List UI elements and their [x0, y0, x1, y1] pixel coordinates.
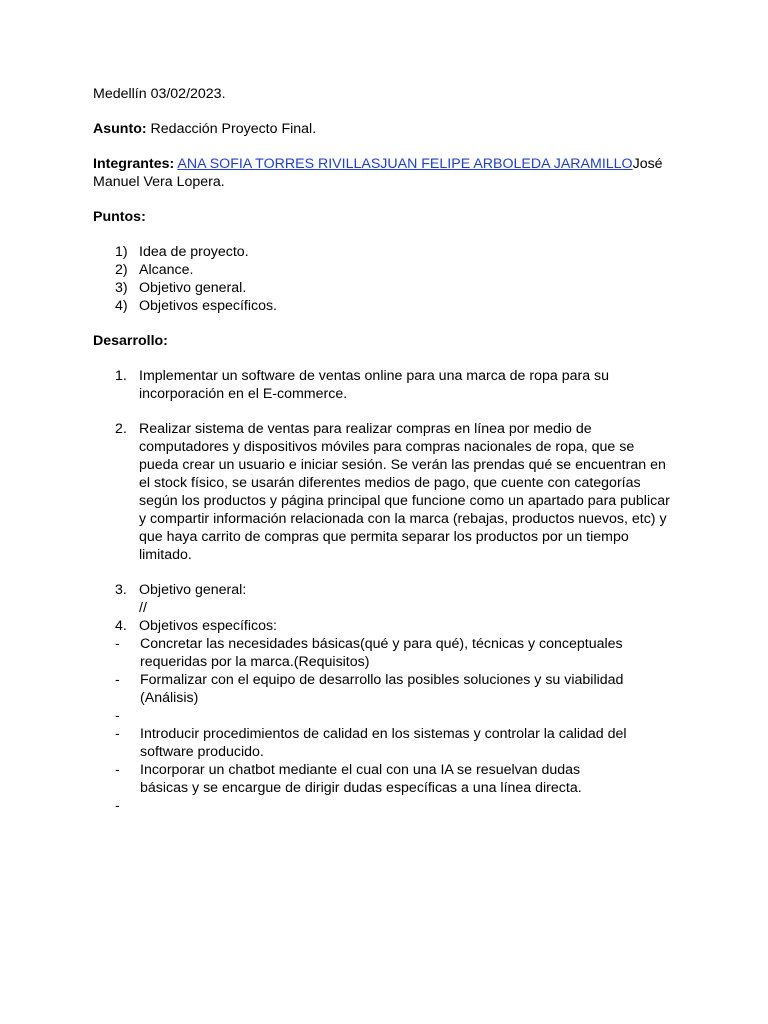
dash-marker: -	[115, 636, 120, 652]
list-number: 3.	[115, 582, 127, 598]
dash-marker: -	[115, 798, 120, 814]
text-line: y compartir información relacionada con la marca (rebajas, productos nuevos, etc) y	[139, 511, 667, 527]
list-item-text: Objetivos específicos.	[139, 298, 277, 314]
integrantes-label: Integrantes:	[93, 156, 175, 172]
text-line: Introducir procedimientos de calidad en los sistemas y controlar la calidad del	[140, 726, 627, 742]
text-line: pueda crear un usuario e iniciar sesión. Se verán las prendas qué se encuentran en	[139, 457, 666, 473]
list-number: 4)	[115, 298, 128, 314]
date-line: Medellín 03/02/2023.	[93, 86, 226, 102]
asunto-label: Asunto:	[93, 121, 147, 137]
list-item	[93, 243, 683, 261]
sublist-item	[93, 635, 683, 671]
text-line: Realizar sistema de ventas para realizar compras en línea por medio de	[139, 421, 592, 437]
list-item-text: Objetivo general.	[139, 280, 247, 296]
puntos-list	[93, 243, 683, 315]
sublist-item	[93, 797, 683, 815]
puntos-heading-text: Puntos:	[93, 209, 146, 225]
list-number: 2.	[115, 421, 127, 437]
list-item	[93, 367, 683, 403]
list-item	[93, 420, 683, 564]
desarrollo-heading	[93, 332, 683, 350]
list-item	[93, 581, 683, 617]
list-item	[93, 279, 683, 297]
sublist-item	[93, 707, 683, 725]
objetivos-sublist	[93, 635, 683, 815]
list-number: 2)	[115, 262, 128, 278]
text-line: //	[139, 600, 147, 616]
dash-marker: -	[115, 762, 120, 778]
text-line: Objetivos específicos:	[139, 618, 277, 634]
text-line: Objetivo general:	[139, 582, 247, 598]
asunto-value: Redacción Proyecto Final.	[150, 121, 317, 137]
text-line: computadores y dispositivos móviles para compras nacionales de ropa, que se	[139, 439, 635, 455]
text-line: incorporación en el E-commerce.	[139, 386, 348, 402]
sublist-item	[93, 761, 683, 797]
text-line: Implementar un software de ventas online para una marca de ropa para su	[139, 368, 610, 384]
text-line: limitado.	[139, 547, 192, 563]
text-line: según los productos y página principal que funcione como un apartado para publicar	[139, 493, 670, 509]
list-item	[93, 261, 683, 279]
list-number: 1)	[115, 244, 128, 260]
text-line: Formalizar con el equipo de desarrollo las posibles soluciones y su viabilidad	[140, 672, 624, 688]
list-item-text: Alcance.	[139, 262, 194, 278]
puntos-heading	[93, 208, 683, 226]
dash-marker: -	[115, 726, 120, 742]
list-number: 4.	[115, 618, 127, 634]
text-line: el stock físico, se usarán diferentes medios de pago, que cuente con categorías	[139, 475, 641, 491]
list-item	[93, 617, 683, 815]
list-item-text: Idea de proyecto.	[139, 244, 249, 260]
list-item	[93, 297, 683, 315]
integrantes-members-link[interactable]: ANA SOFIA TORRES RIVILLASJUAN FELIPE ARBOLEDA JARAMILLO	[177, 156, 633, 172]
text-line: básicas y se encargue de dirigir dudas específicas a una línea directa.	[140, 780, 582, 796]
integrantes-line	[93, 155, 683, 191]
list-number: 1.	[115, 368, 127, 384]
desarrollo-heading-text: Desarrollo:	[93, 333, 168, 349]
text-line: Concretar las necesidades básicas(qué y para qué), técnicas y conceptuales	[140, 636, 623, 652]
desarrollo-list	[93, 367, 683, 815]
text-line: requeridas por la marca.(Requisitos)	[140, 654, 370, 670]
text-line: que haya carrito de compras que permita separar los productos por un tiempo	[139, 529, 629, 545]
text-line: (Análisis)	[140, 690, 199, 706]
sublist-item	[93, 725, 683, 761]
integrantes-rest-2: Manuel Vera Lopera.	[93, 174, 225, 190]
integrantes-rest-1: José	[632, 156, 663, 172]
text-line: Incorporar un chatbot mediante el cual con una IA se resuelvan dudas	[140, 762, 581, 778]
text-line: software producido.	[140, 744, 264, 760]
asunto-line	[93, 120, 683, 138]
document-page	[93, 85, 683, 815]
dash-marker: -	[115, 708, 120, 724]
list-number: 3)	[115, 280, 128, 296]
dash-marker: -	[115, 672, 120, 688]
sublist-item	[93, 671, 683, 707]
